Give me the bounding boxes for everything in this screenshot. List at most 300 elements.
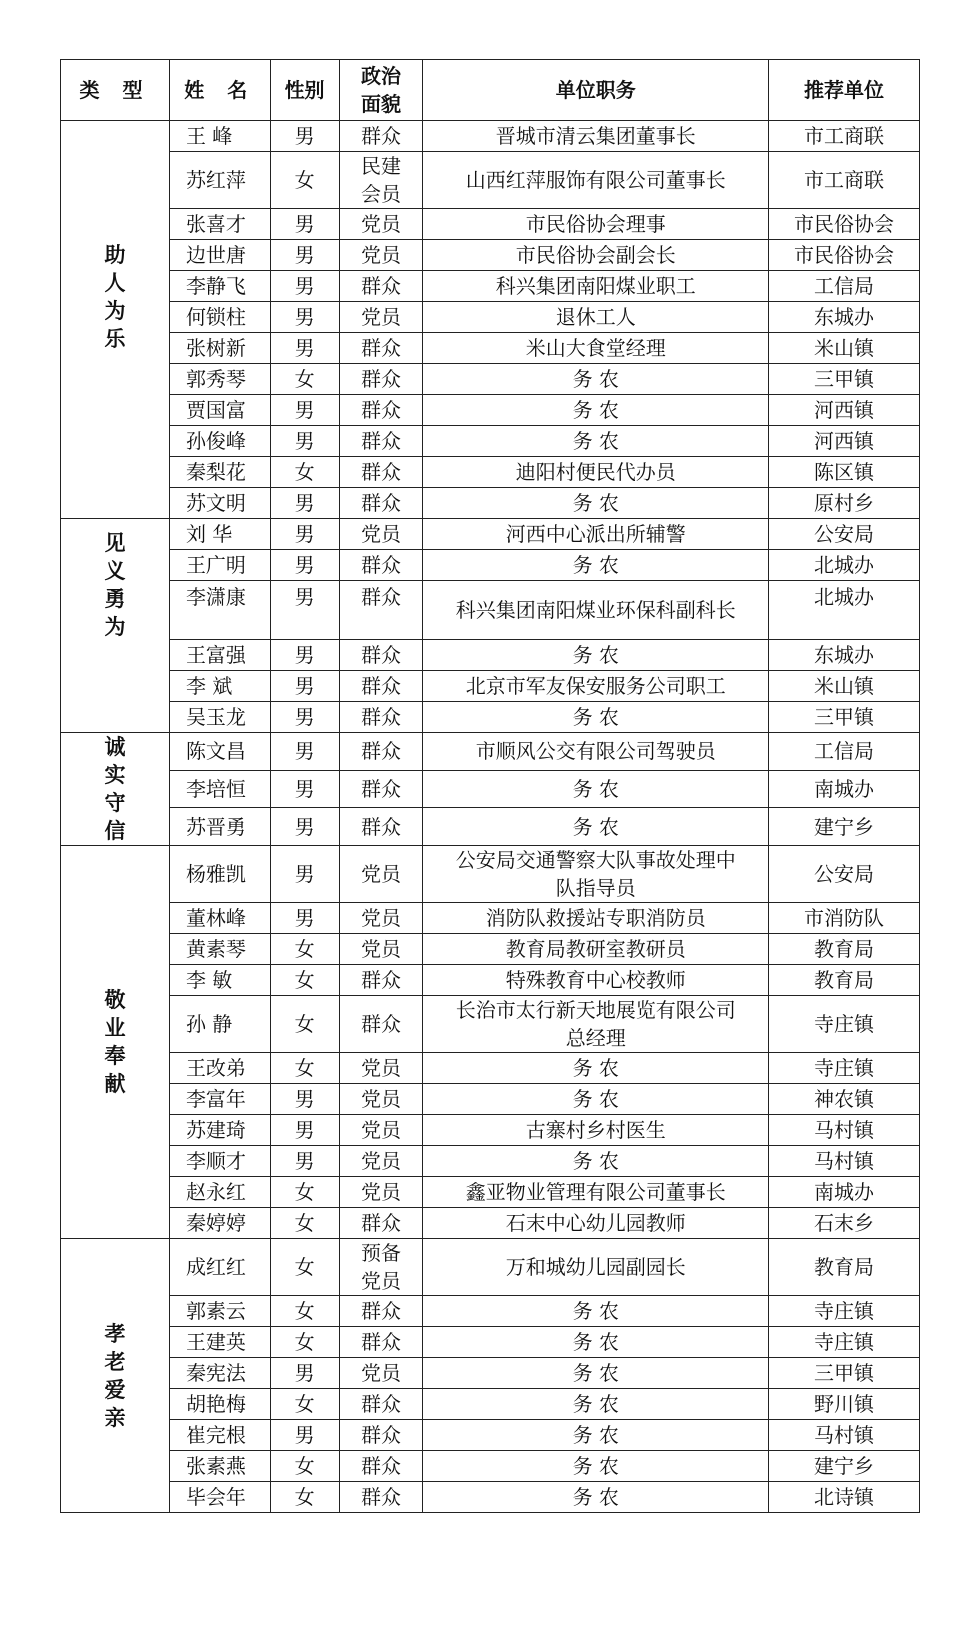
name-cell (169, 733, 270, 771)
name-text: 秦梨花 (185, 460, 246, 484)
category-cell (61, 519, 170, 733)
gender-cell (270, 808, 339, 846)
political-text: 党员 (361, 212, 402, 236)
recommender-cell (769, 1177, 920, 1208)
table-body (61, 121, 920, 1513)
gender-text: 男 (294, 305, 315, 329)
position-text: 务 农 (572, 1361, 619, 1385)
table-row (61, 965, 920, 996)
gender-cell (270, 519, 339, 550)
position-cell (423, 770, 769, 808)
recommender-cell (769, 702, 920, 733)
recommender-text: 教育局 (814, 968, 875, 992)
table-row (61, 364, 920, 395)
political-text: 群众 (361, 1392, 402, 1416)
political-cell (339, 209, 423, 240)
table-row (61, 302, 920, 333)
table-row (61, 1482, 920, 1513)
gender-text: 男 (294, 398, 315, 422)
recommender-cell (769, 152, 920, 209)
position-cell (423, 152, 769, 209)
recommender-text: 三甲镇 (814, 1361, 875, 1385)
name-text: 孙俊峰 (185, 429, 246, 453)
name-text: 边世唐 (185, 243, 246, 267)
recommender-cell (769, 1208, 920, 1239)
header-political (339, 60, 423, 121)
name-cell (169, 426, 270, 457)
table-row (61, 488, 920, 519)
table-row (61, 671, 920, 702)
gender-cell (270, 1327, 339, 1358)
political-text: 群众 (361, 705, 402, 729)
political-cell (339, 1084, 423, 1115)
table-row (61, 1239, 920, 1296)
table-header-row (61, 60, 920, 121)
name-cell (169, 271, 270, 302)
position-text: 米山大食堂经理 (525, 336, 666, 360)
name-text: 毕会年 (185, 1485, 246, 1509)
recommender-cell (769, 488, 920, 519)
gender-cell (270, 1177, 339, 1208)
gender-text: 男 (294, 643, 315, 667)
recommender-text: 寺庄镇 (814, 1299, 875, 1323)
position-cell (423, 364, 769, 395)
political-cell (339, 965, 423, 996)
political-cell (339, 671, 423, 702)
name-cell (169, 846, 270, 903)
position-text: 教育局教研室教研员 (505, 937, 686, 961)
recommender-cell (769, 364, 920, 395)
name-cell (169, 770, 270, 808)
gender-cell (270, 1358, 339, 1389)
gender-cell (270, 996, 339, 1053)
gender-cell (270, 903, 339, 934)
gender-text: 男 (294, 124, 315, 148)
gender-text: 女 (294, 1255, 315, 1279)
name-cell (169, 1358, 270, 1389)
gender-cell (270, 702, 339, 733)
gender-text: 男 (294, 906, 315, 930)
gender-text: 女 (294, 1180, 315, 1204)
table-row (61, 1358, 920, 1389)
political-text: 党员 (361, 522, 402, 546)
gender-cell (270, 121, 339, 152)
political-text: 群众 (361, 398, 402, 422)
political-text: 群众 (361, 1423, 402, 1447)
header-type: 类 型 (61, 60, 170, 121)
position-text: 务 农 (572, 429, 619, 453)
recommender-text: 马村镇 (814, 1423, 875, 1447)
gender-cell (270, 209, 339, 240)
table-row (61, 581, 920, 640)
name-cell (169, 1177, 270, 1208)
gender-text: 女 (294, 968, 315, 992)
political-cell (339, 846, 423, 903)
political-cell (339, 457, 423, 488)
position-cell (423, 426, 769, 457)
name-text: 苏晋勇 (185, 814, 246, 839)
name-text: 李潇康 (185, 585, 246, 609)
position-cell (423, 1451, 769, 1482)
name-cell (169, 152, 270, 209)
name-text: 李 敏 (185, 968, 233, 992)
political-text: 群众 (361, 1485, 402, 1509)
name-cell (169, 1420, 270, 1451)
gender-text: 男 (294, 553, 315, 577)
name-text: 刘 华 (185, 522, 233, 546)
position-text: 务 农 (572, 705, 619, 729)
political-cell (339, 333, 423, 364)
political-text: 群众 (361, 1330, 402, 1354)
political-cell (339, 1146, 423, 1177)
table-row (61, 152, 920, 209)
position-text: 务 农 (572, 367, 619, 391)
position-cell (423, 302, 769, 333)
category-label: 诚实守信 (104, 735, 126, 843)
recommender-text: 河西镇 (814, 398, 875, 422)
gender-text: 男 (294, 491, 315, 515)
name-cell (169, 1239, 270, 1296)
table-row (61, 1084, 920, 1115)
gender-cell (270, 488, 339, 519)
position-text: 鑫亚物业管理有限公司董事长 (465, 1180, 726, 1204)
political-text: 群众 (361, 739, 402, 764)
name-cell (169, 1146, 270, 1177)
table-row (61, 1451, 920, 1482)
political-cell (339, 1482, 423, 1513)
name-cell (169, 808, 270, 846)
table-row (61, 457, 920, 488)
political-text: 群众 (361, 643, 402, 667)
name-text: 郭秀琴 (185, 367, 246, 391)
position-cell (423, 1389, 769, 1420)
gender-text: 女 (294, 1299, 315, 1323)
political-cell (339, 519, 423, 550)
political-cell (339, 550, 423, 581)
name-text: 王广明 (185, 553, 246, 577)
recommender-cell (769, 671, 920, 702)
political-text: 群众 (361, 1012, 402, 1036)
table-row (61, 333, 920, 364)
table-row (61, 702, 920, 733)
gender-cell (270, 457, 339, 488)
position-text: 北京市军友保安服务公司职工 (465, 674, 726, 698)
recommender-cell (769, 1451, 920, 1482)
name-cell (169, 1208, 270, 1239)
header-name: 姓 名 (169, 60, 270, 121)
table-row (61, 903, 920, 934)
table-row (61, 808, 920, 846)
recommender-text: 建宁乡 (814, 814, 875, 839)
name-cell (169, 702, 270, 733)
gender-cell (270, 640, 339, 671)
position-cell (423, 846, 769, 903)
name-cell (169, 209, 270, 240)
recommender-cell (769, 640, 920, 671)
gender-text: 女 (294, 367, 315, 391)
recommender-cell (769, 550, 920, 581)
recommender-text: 陈区镇 (814, 460, 875, 484)
recommender-text: 市民俗协会 (794, 243, 895, 267)
recommender-text: 寺庄镇 (814, 1056, 875, 1080)
recommender-cell (769, 770, 920, 808)
recommender-text: 东城办 (814, 643, 875, 667)
gender-cell (270, 1115, 339, 1146)
name-cell (169, 1084, 270, 1115)
gender-text: 男 (294, 776, 315, 801)
political-cell (339, 581, 423, 640)
recommender-text: 寺庄镇 (814, 1330, 875, 1354)
recommender-text: 东城办 (814, 305, 875, 329)
gender-text: 男 (294, 705, 315, 729)
political-text: 群众 (361, 460, 402, 484)
table-row (61, 1296, 920, 1327)
position-text: 务 农 (572, 643, 619, 667)
political-text: 群众 (361, 491, 402, 515)
recommender-cell (769, 271, 920, 302)
position-cell (423, 1420, 769, 1451)
name-text: 成红红 (185, 1255, 246, 1279)
table-row (61, 1177, 920, 1208)
gender-text: 男 (294, 522, 315, 546)
name-text: 李培恒 (185, 776, 246, 801)
recommender-text: 寺庄镇 (814, 1012, 875, 1036)
category-cell (61, 846, 170, 1239)
table-row (61, 934, 920, 965)
table-row (61, 1208, 920, 1239)
position-text: 务 农 (572, 814, 619, 839)
political-cell (339, 1296, 423, 1327)
recommender-text: 市消防队 (804, 906, 885, 930)
recommender-text: 石末乡 (814, 1211, 875, 1235)
recommender-text: 北诗镇 (814, 1485, 875, 1509)
position-text: 务 农 (572, 398, 619, 422)
recommender-cell (769, 1053, 920, 1084)
gender-cell (270, 550, 339, 581)
position-cell (423, 1482, 769, 1513)
recommender-cell (769, 1420, 920, 1451)
political-text: 群众 (361, 336, 402, 360)
recommender-text: 米山镇 (814, 674, 875, 698)
recommender-text: 教育局 (814, 937, 875, 961)
name-cell (169, 121, 270, 152)
name-cell (169, 457, 270, 488)
political-cell (339, 271, 423, 302)
name-cell (169, 671, 270, 702)
position-text: 科兴集团南阳煤业环保科副科长 (455, 598, 736, 622)
political-text: 党员 (361, 1118, 402, 1142)
position-text: 务 农 (572, 1149, 619, 1173)
gender-cell (270, 1239, 339, 1296)
position-text: 河西中心派出所辅警 (505, 522, 686, 546)
table-row (61, 550, 920, 581)
recommender-cell (769, 1296, 920, 1327)
gender-cell (270, 364, 339, 395)
political-cell (339, 152, 423, 209)
position-cell (423, 333, 769, 364)
political-text: 群众 (361, 814, 402, 839)
name-cell (169, 1389, 270, 1420)
political-cell (339, 1389, 423, 1420)
gender-text: 男 (294, 814, 315, 839)
political-text: 群众 (361, 1211, 402, 1235)
recommender-text: 原村乡 (814, 491, 875, 515)
gender-cell (270, 965, 339, 996)
gender-cell (270, 671, 339, 702)
table-row (61, 1389, 920, 1420)
name-text: 崔完根 (185, 1423, 246, 1447)
recommender-text: 市工商联 (804, 124, 885, 148)
name-text: 陈文昌 (185, 739, 246, 764)
political-text: 群众 (361, 585, 402, 609)
recommender-cell (769, 808, 920, 846)
position-cell (423, 702, 769, 733)
position-cell (423, 903, 769, 934)
table-row (61, 640, 920, 671)
gender-cell (270, 152, 339, 209)
name-cell (169, 903, 270, 934)
category-cell (61, 121, 170, 519)
header-political-label: 政治面貌 (361, 64, 402, 116)
gender-text: 男 (294, 212, 315, 236)
position-text: 山西红萍服饰有限公司董事长 (465, 168, 726, 192)
name-text: 赵永红 (185, 1180, 246, 1204)
gender-cell (270, 1084, 339, 1115)
political-cell (339, 1327, 423, 1358)
political-cell (339, 733, 423, 771)
gender-cell (270, 1146, 339, 1177)
gender-text: 男 (294, 1118, 315, 1142)
political-text: 群众 (361, 1299, 402, 1323)
name-text: 董林峰 (185, 906, 246, 930)
gender-text: 女 (294, 1330, 315, 1354)
gender-text: 女 (294, 1211, 315, 1235)
position-text: 务 农 (572, 1330, 619, 1354)
table-row (61, 846, 920, 903)
name-cell (169, 1482, 270, 1513)
recommender-cell (769, 903, 920, 934)
political-cell (339, 1420, 423, 1451)
header-recommender: 推荐单位 (769, 60, 920, 121)
name-text: 张树新 (185, 336, 246, 360)
name-text: 苏红萍 (185, 168, 246, 192)
position-text: 务 农 (572, 1423, 619, 1447)
position-text: 市民俗协会理事 (525, 212, 666, 236)
political-cell (339, 121, 423, 152)
name-cell (169, 302, 270, 333)
political-cell (339, 934, 423, 965)
recommender-cell (769, 121, 920, 152)
gender-text: 女 (294, 1485, 315, 1509)
position-text: 晋城市清云集团董事长 (495, 124, 696, 148)
name-text: 秦宪法 (185, 1361, 246, 1385)
gender-text: 男 (294, 243, 315, 267)
position-text: 退休工人 (555, 305, 636, 329)
gender-cell (270, 395, 339, 426)
gender-text: 男 (294, 274, 315, 298)
position-cell (423, 808, 769, 846)
name-cell (169, 934, 270, 965)
recommender-text: 河西镇 (814, 429, 875, 453)
gender-text: 男 (294, 1361, 315, 1385)
gender-cell (270, 1451, 339, 1482)
table-row (61, 1420, 920, 1451)
position-cell (423, 1177, 769, 1208)
name-cell (169, 1451, 270, 1482)
name-text: 贾国富 (185, 398, 246, 422)
political-cell (339, 1451, 423, 1482)
position-cell (423, 1239, 769, 1296)
gender-text: 女 (294, 1454, 315, 1478)
name-text: 李 斌 (185, 674, 233, 698)
name-text: 胡艳梅 (185, 1392, 246, 1416)
position-cell (423, 1358, 769, 1389)
position-cell (423, 965, 769, 996)
gender-cell (270, 1389, 339, 1420)
political-text: 党员 (361, 1087, 402, 1111)
category-cell (61, 1239, 170, 1513)
honor-list-table (60, 59, 920, 1513)
recommender-cell (769, 1327, 920, 1358)
gender-text: 男 (294, 429, 315, 453)
gender-cell (270, 1482, 339, 1513)
name-cell (169, 996, 270, 1053)
gender-text: 女 (294, 1392, 315, 1416)
recommender-cell (769, 395, 920, 426)
recommender-cell (769, 934, 920, 965)
name-text: 秦婷婷 (185, 1211, 246, 1235)
gender-cell (270, 581, 339, 640)
name-cell (169, 395, 270, 426)
recommender-cell (769, 1146, 920, 1177)
recommender-text: 公安局 (814, 522, 875, 546)
political-text: 群众 (361, 367, 402, 391)
recommender-cell (769, 1482, 920, 1513)
position-text: 务 农 (572, 776, 619, 801)
name-cell (169, 519, 270, 550)
name-text: 何锁柱 (185, 305, 246, 329)
position-text: 万和城幼儿园副园长 (505, 1255, 686, 1279)
table-row (61, 770, 920, 808)
political-text: 党员 (361, 1056, 402, 1080)
recommender-text: 北城办 (814, 553, 875, 577)
political-cell (339, 1115, 423, 1146)
recommender-cell (769, 846, 920, 903)
gender-cell (270, 1296, 339, 1327)
position-text: 务 农 (572, 491, 619, 515)
political-text: 党员 (361, 305, 402, 329)
position-text: 长治市太行新天地展览有限公司总经理 (455, 998, 736, 1050)
position-text: 市顺风公交有限公司驾驶员 (475, 739, 716, 764)
name-cell (169, 640, 270, 671)
name-cell (169, 965, 270, 996)
position-cell (423, 488, 769, 519)
political-cell (339, 395, 423, 426)
category-label: 助人为乐 (104, 243, 126, 351)
recommender-cell (769, 1115, 920, 1146)
political-cell (339, 488, 423, 519)
name-cell (169, 488, 270, 519)
table-row (61, 1327, 920, 1358)
name-text: 王 峰 (185, 124, 233, 148)
gender-cell (270, 333, 339, 364)
position-text: 迪阳村便民代办员 (515, 460, 676, 484)
position-text: 特殊教育中心校教师 (505, 968, 686, 992)
table-row (61, 1115, 920, 1146)
recommender-text: 北城办 (814, 585, 875, 609)
position-text: 古寨村乡村医生 (525, 1118, 666, 1142)
position-text: 务 农 (572, 1087, 619, 1111)
